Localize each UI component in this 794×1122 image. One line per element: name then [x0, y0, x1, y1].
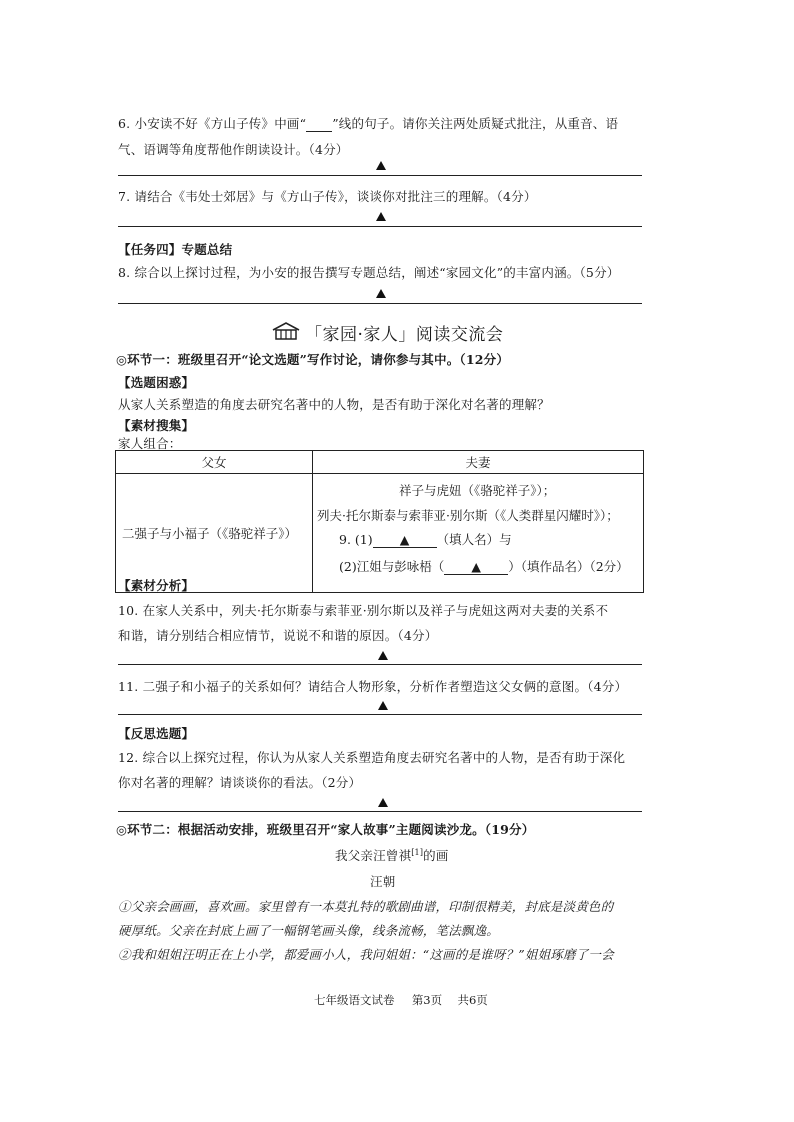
couple-1: 祥子与虎妞（《骆驼祥子》）；	[399, 483, 556, 498]
question-6-text-a: 6. 小安读不好《方山子传》中画“	[118, 116, 307, 131]
topic-confusion-text: 从家人关系塑造的角度去研究名著中的人物，是否有助于深化对名著的理解？	[118, 397, 550, 412]
task-4-heading: 【任务四】专题总结	[118, 242, 233, 257]
article-title: 我父亲汪曾祺[1]的画	[335, 847, 449, 863]
question-11: 11. 二强子和小福子的关系如何？请结合人物形象，分析作者塑造这父女俩的意图。（4分）	[118, 679, 628, 694]
section-title: 「家园·家人」阅读交流会	[305, 325, 504, 345]
footer-exam-name: 七年级语文试卷	[314, 993, 395, 1007]
couple-2: 列夫·托尔斯泰与索菲亚·别尔斯（《人类群星闪耀时》）；	[317, 508, 619, 523]
footer-total-pages: 共6页	[457, 993, 488, 1007]
answer-line-6[interactable]	[118, 175, 642, 176]
answer-marker-12	[378, 798, 388, 807]
link-2-heading: ◎环节二：根据活动安排，班级里召开“家人故事”主题阅读沙龙。（19分）	[116, 822, 535, 837]
article-paragraph-1-line-2: 硬厚纸。父亲在封底上画了一幅钢笔画头像，线条流畅，笔法飘逸。	[118, 923, 500, 938]
reflect-label: 【反思选题】	[118, 726, 195, 741]
question-7: 7. 请结合《韦处士郊居》与《方山子传》，谈谈你对批注三的理解。（4分）	[118, 189, 537, 204]
question-10-line-2: 和谐，请分别结合相应情节，说说不和谐的原因。（4分）	[118, 628, 438, 643]
question-12-line-1: 12. 综合以上探究过程，你认为从家人关系塑造角度去研究名著中的人物，是否有助于深化	[118, 750, 626, 765]
topic-confusion-label: 【选题困惑】	[118, 375, 195, 390]
question-9-part-1: 9. (1) ▲ （填人名）与	[339, 532, 512, 547]
question-12-line-2: 你对名著的理解？请谈谈你的看法。（2分）	[118, 775, 362, 790]
question-6-line-1	[118, 114, 618, 132]
answer-line-12[interactable]	[118, 811, 642, 812]
answer-line-11[interactable]	[118, 714, 642, 715]
footer-page-number: 第3页	[411, 993, 443, 1007]
answer-marker-6	[376, 161, 386, 170]
answer-line-10[interactable]	[118, 664, 642, 665]
answer-line-7[interactable]	[118, 226, 642, 227]
table-header-couple: 夫妻	[313, 451, 644, 474]
material-analysis-label: 【素材分析】	[118, 578, 195, 593]
material-collect-label: 【素材搜集】	[118, 418, 195, 433]
answer-marker-7	[376, 212, 386, 221]
underline-sample	[306, 116, 332, 132]
answer-marker-10	[378, 651, 388, 660]
article-paragraph-2-line-1: ②我和姐姐汪明正在上小学，都爱画小人，我问姐姐：“这画的是谁呀？”姐姐琢磨了一会	[118, 947, 614, 962]
question-9-part-2: (2)江姐与彭咏梧（ ▲ ）（填作品名）（2分）	[339, 559, 629, 574]
table-header-father-daughter: 父女	[116, 451, 313, 474]
house-icon	[271, 321, 301, 341]
answer-marker-8	[376, 289, 386, 298]
question-8: 8. 综合以上探讨过程，为小安的报告撰写专题总结，阐述“家园文化”的丰富内涵。（5分）	[118, 265, 620, 280]
answer-blank-9-2[interactable]: ▲	[444, 559, 508, 575]
question-10-line-1: 10. 在家人关系中，列夫·托尔斯泰与索菲亚·别尔斯以及祥子与虎妞这两对夫妻的关系不	[118, 603, 609, 618]
article-paragraph-1-line-1: ①父亲会画画，喜欢画。家里曾有一本莫扎特的歌剧曲谱，印制很精美，封底是淡黄色的	[118, 899, 614, 914]
table-cell-couples	[313, 474, 644, 593]
family-combo-label: 家人组合：	[118, 436, 182, 451]
table-cell-father-daughter: 二强子与小福子（《骆驼祥子》）	[116, 474, 313, 593]
question-6-line-2: 气、语调等角度帮他作朗读设计。（4分）	[118, 142, 349, 157]
article-author: 汪朝	[370, 874, 396, 889]
family-table	[115, 450, 644, 593]
page-footer	[314, 992, 488, 1008]
answer-line-8[interactable]	[118, 303, 642, 304]
answer-marker-11	[378, 701, 388, 710]
link-1-heading: ◎环节一：班级里召开“论文选题”写作讨论，请你参与其中。（12分）	[116, 352, 510, 367]
answer-blank-9-1[interactable]: ▲	[373, 532, 437, 548]
question-6-text-b: ”线的句子。请你关注两处质疑式批注，从重音、语	[332, 116, 619, 131]
footnote-marker: [1]	[411, 847, 424, 857]
